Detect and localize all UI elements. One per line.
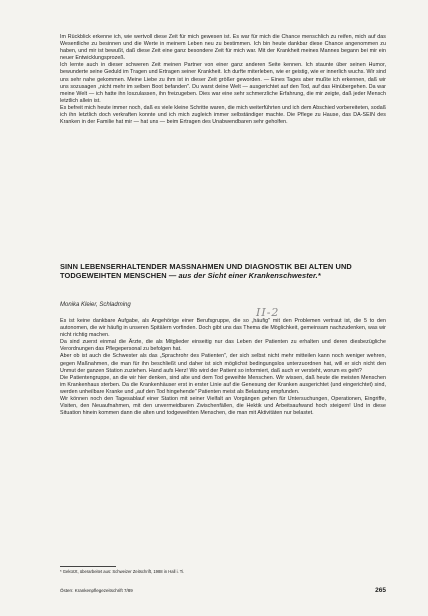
author-line — [60, 302, 386, 308]
handwritten-note: II-2 — [256, 306, 280, 319]
journal-citation: Österr. Krankenpflegezeitschrift 7/89 — [60, 588, 133, 593]
article-heading — [60, 262, 386, 280]
paragraph: Es befreit mich heute immer noch, daß es viele kleine Schritte waren, die mich weiterführten und ich dem Abschied vorbereiteten, sodaß ich ihn letztlich doch verkraften konnte und ich mich zugleich immer selbständiger machte. Die Pflege zu Hause, das DA-SEIN des Kranken in der Familie hat mir — hat uns — beim Ertragen des Unabwendbaren sehr geholfen. — [60, 104, 386, 126]
heading-main: SINN LEBENSERHALTENDER MASSNAHMEN UND DIAGNOSTIK BEI ALTEN UND TODGEWEIHTEN MENSCHEN — [60, 262, 352, 280]
paragraph: Wir können noch den Tagesablauf einer Station mit seiner Vielfalt an Vorgängen gehen für Untersuchungen, Operationen, Eingriffe, Visiten, den Neuaufnahmen, mit den unvermeidbaren Zwischenfällen, die Hektik und Arbeitsaufwand hoch steigern! Und in diese Situation hinein kommen dann die alten und todgeweihten Menschen, die man mit Aktivitäten nur belastet. — [60, 396, 386, 417]
paragraph: Aber ob ist auch die Schwester als das „Sprachrohr des Patienten", der sich selbst nicht mehr mitteilen kann noch weniger wehren, gegen Maßnahmen, die man für ihn beschließt und daher ist sich möglichst bedingungslos unterzuordnen hat, will er sich nicht den Unmut der ganzen Station zuziehen. Hand aufs Herz! Wo wird der Patient so informiert, daß auch er versteht, worum es geht? — [60, 353, 386, 374]
top-text-block — [60, 34, 386, 126]
footnote-divider — [60, 566, 116, 567]
paragraph: Es ist keine dankbare Aufgabe, als Angehörige einer Berufsgruppe, die so „häufig" mit den Problemen vertraut ist, die 5 to den autonomen, die wir häufig in unseren Spitälern vorfinden. Doch gibt uns das Thema die Möglichkeit, gemeinsam nachzudenken, was wir nicht richtig machen. — [60, 318, 386, 339]
page-footer — [60, 588, 386, 596]
article-heading-block — [60, 262, 386, 280]
paragraph: Im Rückblick erkenne ich, wie wertvoll diese Zeit für mich gewesen ist. Es war für mich die Chance menschlich zu reifen, mich auf das Wesentliche zu besinnen und die Werte in meinem Leben neu zu bestimmen. Ich bin heute dankbar diese Chance angenommen zu haben, und mir ist bewußt, daß diese Zeit eine ganz besondere Zeit für mich war. Mit der Krankheit meines Mannes begann bei mir ein neuer Entwicklungsprozeß. — [60, 34, 386, 62]
paragraph: Die Patientengruppe, an die wir hier denken, sind alte und dem Tod geweihte Menschen. Wir wissen, daß heute die meisten Menschen im Krankenhaus sterben. Da die Krankenhäuser erst in erster Linie auf die Genesung der Kranken ausgerichtet (und eingerichtet) sind, werden unheilbare Kranke und „auf den Tod hingehende" Patienten meist als Belastung empfunden. — [60, 374, 386, 395]
bottom-text-block — [60, 318, 386, 417]
paragraph: Ich lernte auch in dieser schweren Zeit meinen Partner von einer ganz anderen Seite kennen. Ich staunte über seinen Humor, bewunderte seine Geduld im Tragen und Ertragen seiner Krankheit. Ich durfte miterleben, wie er geistig, wie er innerlich wuchs. Wir sind uns sehr nahe gekommen. Meine Liebe zu ihm ist in dieser Zeit größer geworden. — Eines Tages aber mußte ich erkennen, daß wir uns sozusagen „nicht mehr im selben Boot befanden". Du warst deine Welt — ausgerichtet auf den Tod, auf das Hinübergehen. Da war meine Welt — ich hatte ihn loszulassen, ihn freizugeben. Dies war eine sehr schmerzliche Erfahrung, die mir zeigte, daß jeder Mensch letztlich allein ist. — [60, 62, 386, 104]
author-name: Monika Kleier, Schladming — [60, 302, 131, 308]
heading-subtitle: — aus der Sicht einer Krankenschwester.* — [166, 271, 321, 280]
page-number: 265 — [375, 587, 386, 594]
paragraph: Da sind zuerst einmal die Ärzte, die als Mitglieder einseitig nur das Leben der Patienten zu erhalten und deren diesbezügliche Verordnungen das Pflegepersonal zu befolgen hat. — [60, 339, 386, 353]
footnote: * Gekürzt, überarbeitet aus: Schweizer Zeitschrift, 1988 in Hall i. Ti. — [60, 569, 185, 574]
